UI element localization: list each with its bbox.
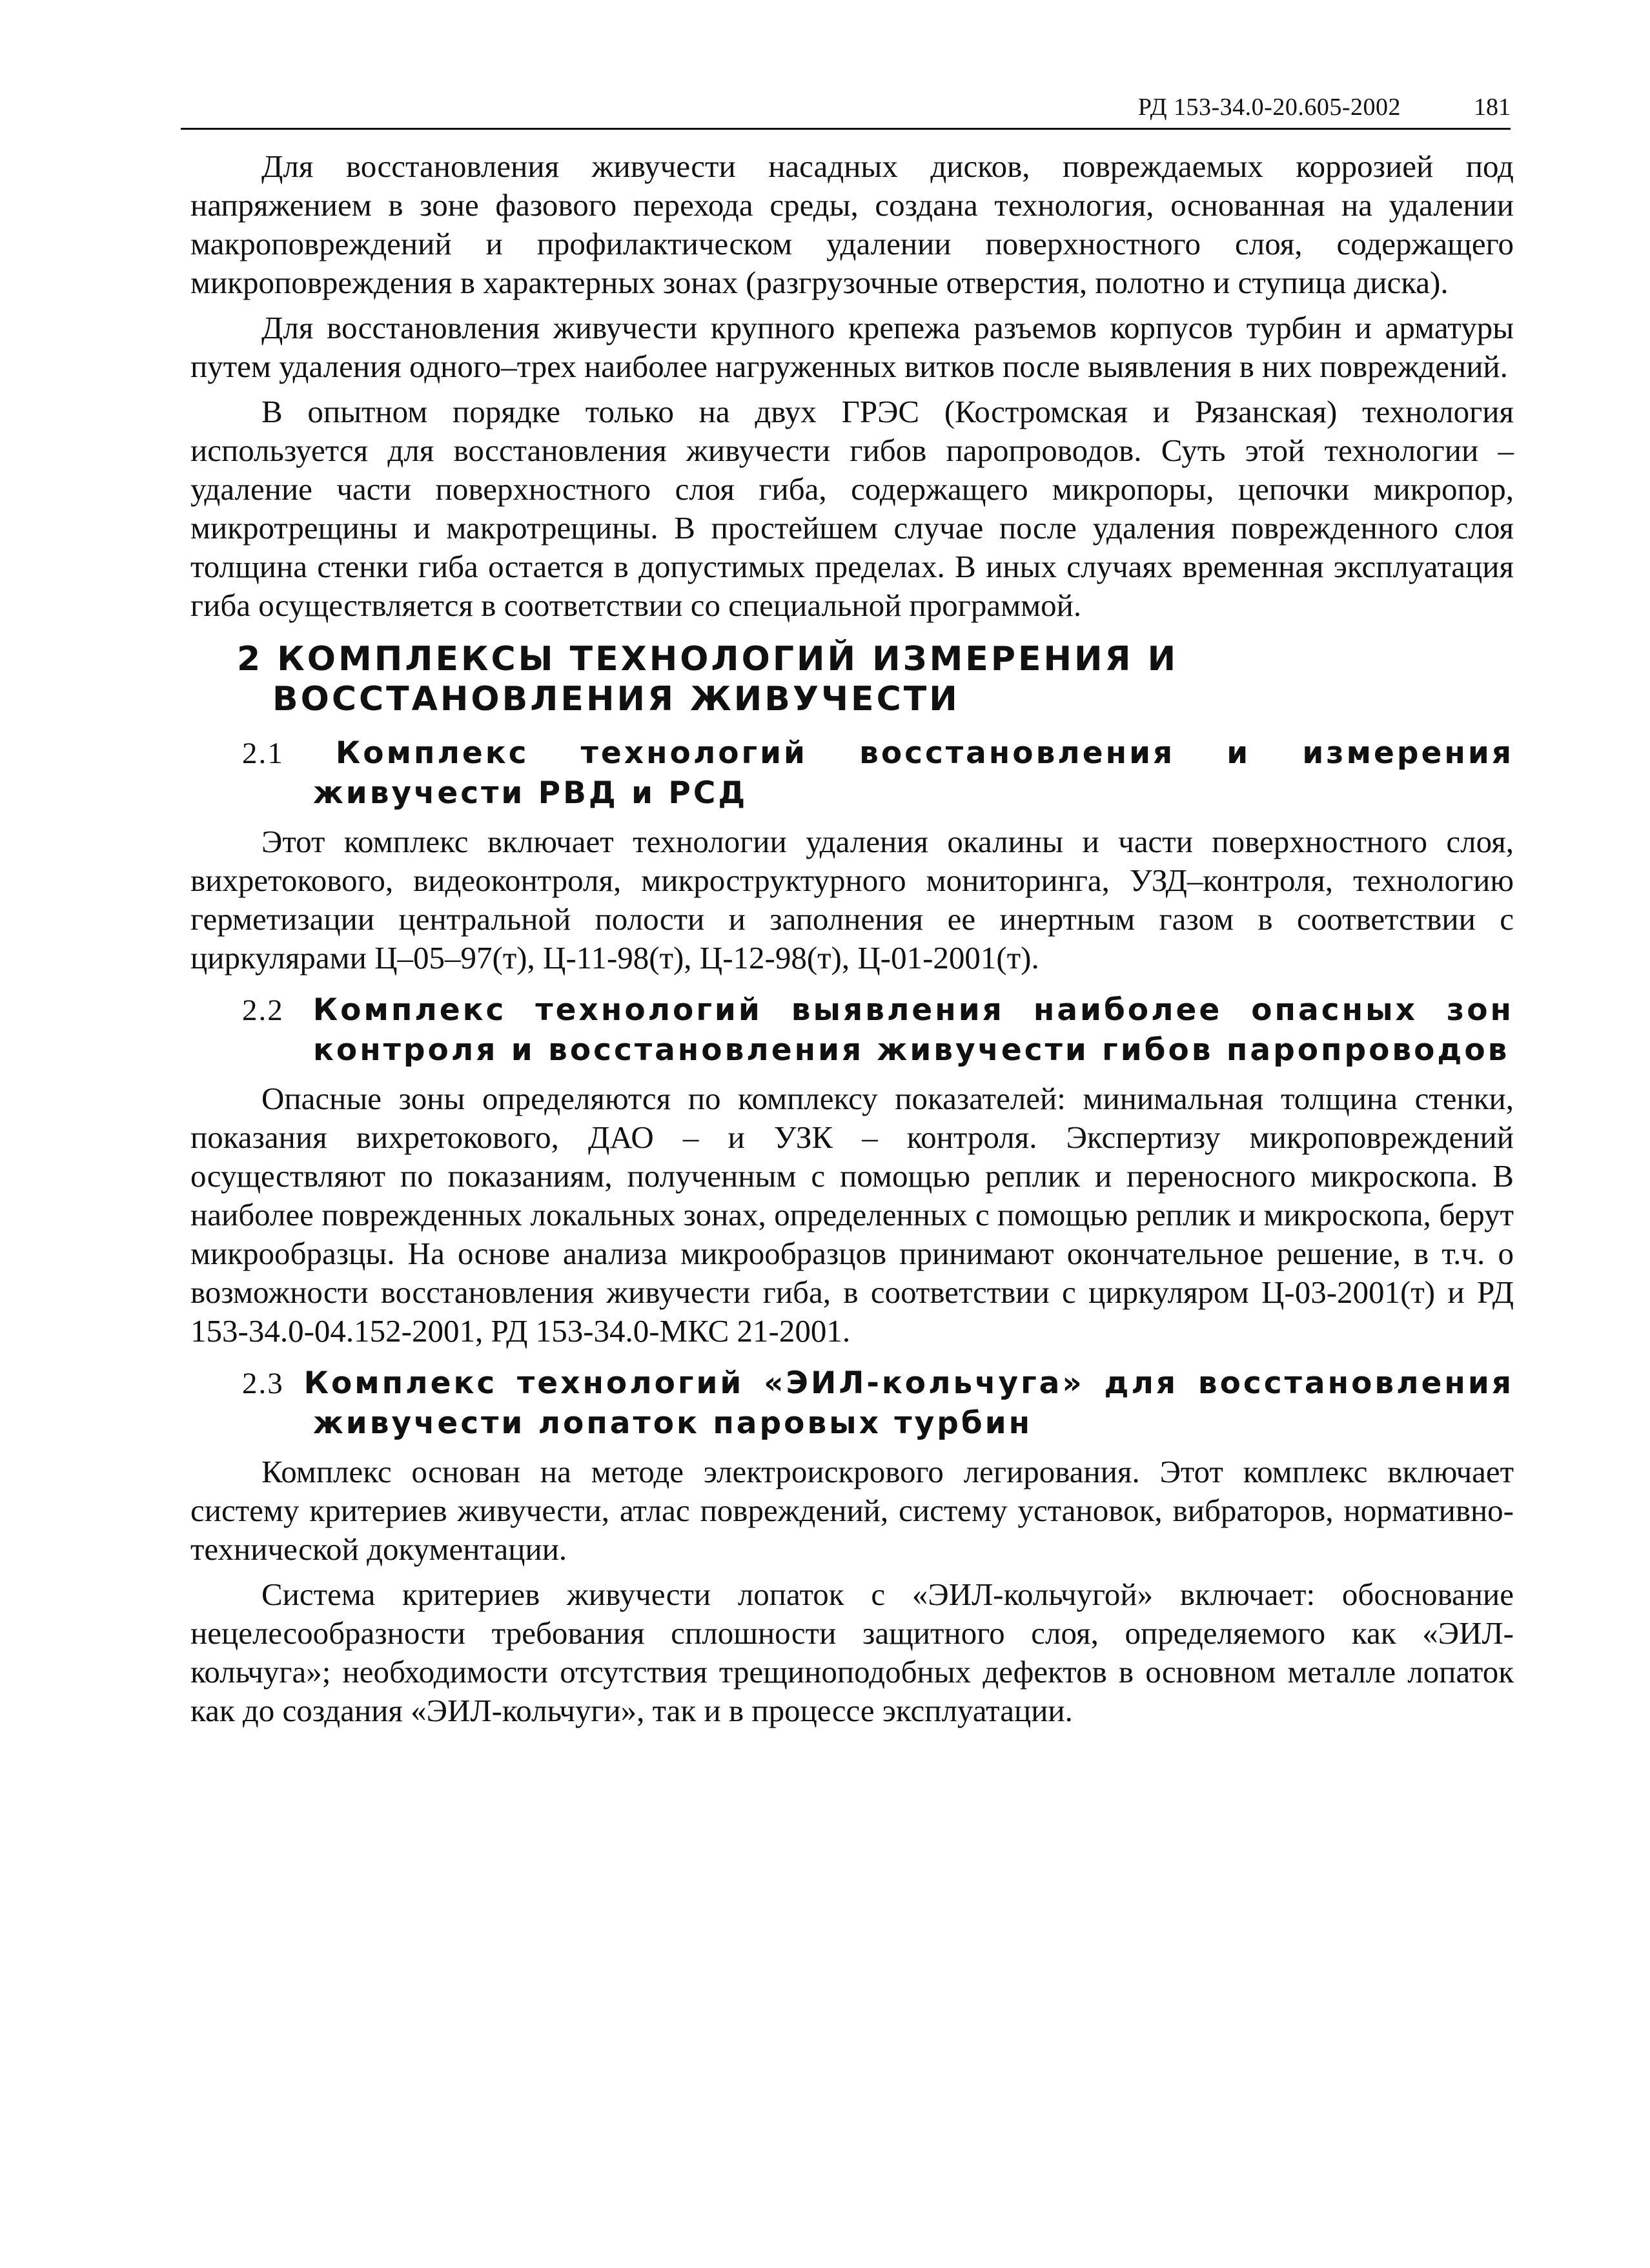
page-content xyxy=(190,147,1514,1737)
page-header xyxy=(181,89,1511,130)
document-code: РД 153-34.0-20.605-2002 xyxy=(1137,94,1401,121)
subsection-2-2-paragraph: Опасные зоны определяются по комплексу показателей: минимальная толщина стенки, показания вихретокового, ДАО – и УЗК – контроля. Экспертизу микроповреждений осуществляют по показаниям, полученным с помощью реплик и переносного микроскопа. В наиболее поврежденных локальных зонах, определенных с помощью реплик и микроскопа, берут микрообразцы. На основе анализа микрообразцов принимают окончательное решение, в т.ч. о возможности восстановления живучести гиба, в соответствии с циркуляром Ц-03-2001(т) и РД 153-34.0-04.152-2001, РД 153-34.0-МКС 21-2001. xyxy=(190,1081,1514,1349)
intro-paragraph-3: В опытном порядке только на двух ГРЭС (Костромская и Рязанская) технология используется для восстановления живучести гибов паропроводов. Суть этой технологии – удаление части поверхностного слоя гиба, содержащего микропоры, цепочки микропор, микротрещины и макротрещины. В простейшем случае после удаления поврежденного слоя толщина стенки гиба остается в допустимых пределах. В иных случаях временная эксплуатация гиба осуществляется в соответствии со специальной программой. xyxy=(190,394,1514,623)
subsection-2-3-heading xyxy=(190,1364,1514,1444)
subsection-2-2-title: Комплекс технологий выявления наиболее опасных зон контроля и восстановления живучести гибов паропроводов xyxy=(312,992,1514,1068)
section-2-heading: 2 КОМПЛЕКСЫ ТЕХНОЛОГИЙ ИЗМЕРЕНИЯ И ВОССТАНОВЛЕНИЯ ЖИВУЧЕСТИ xyxy=(237,640,1179,719)
intro-paragraph-1: Для восстановления живучести насадных дисков, повреждаемых коррозией под напряжением в зоне фазового перехода среды, создана технология, основанная на удалении макроповреждений и профилактическом удалении поверхностного слоя, содержащего микроповреждения в характерных зонах (разгрузочные отверстия, полотно и ступица диска). xyxy=(190,148,1514,300)
subsection-2-1-heading xyxy=(190,733,1514,813)
subsection-2-1-title: Комплекс технологий восстановления и измерения живучести РВД и РСД xyxy=(313,735,1514,811)
subsection-2-1-paragraph: Этот комплекс включает технологии удаления окалины и части поверхностного слоя, вихретокового, видеоконтроля, микроструктурного мониторинга, УЗД–контроля, технологию герметизации центральной полости и заполнения ее инертным газом в соответствии с циркулярами Ц–05–97(т), Ц-11-98(т), Ц-12-98(т), Ц-01-2001(т). xyxy=(190,824,1514,976)
intro-paragraph-2: Для восстановления живучести крупного крепежа разъемов корпусов турбин и арматуры путем удаления одного–трех наиболее нагруженных витков после выявления в них повреждений. xyxy=(190,310,1514,384)
subsection-2-3-title: Комплекс технологий «ЭИЛ-кольчуга» для восстановления живучести лопаток паровых турбин xyxy=(303,1365,1514,1441)
subsection-2-2-heading xyxy=(190,990,1514,1070)
subsection-2-3-number: 2.3 xyxy=(242,1367,284,1400)
subsection-2-2-number: 2.2 xyxy=(242,994,284,1027)
subsection-2-3-paragraph-1: Комплекс основан на методе электроискрового легирования. Этот комплекс включает систему критериев живучести, атлас повреждений, систему установок, вибраторов, нормативно-технической документации. xyxy=(190,1454,1514,1567)
page-number: 181 xyxy=(1474,94,1511,121)
subsection-2-1-number: 2.1 xyxy=(242,737,284,770)
subsection-2-3-paragraph-2: Система критериев живучести лопаток с «ЭИЛ-кольчугой» включает: обоснование нецелесообразности требования сплошности защитного слоя, определяемого как «ЭИЛ-кольчуга»; необходимости отсутствия трещиноподобных дефектов в основном металле лопаток как до создания «ЭИЛ-кольчуги», так и в процессе эксплуатации. xyxy=(190,1577,1514,1728)
